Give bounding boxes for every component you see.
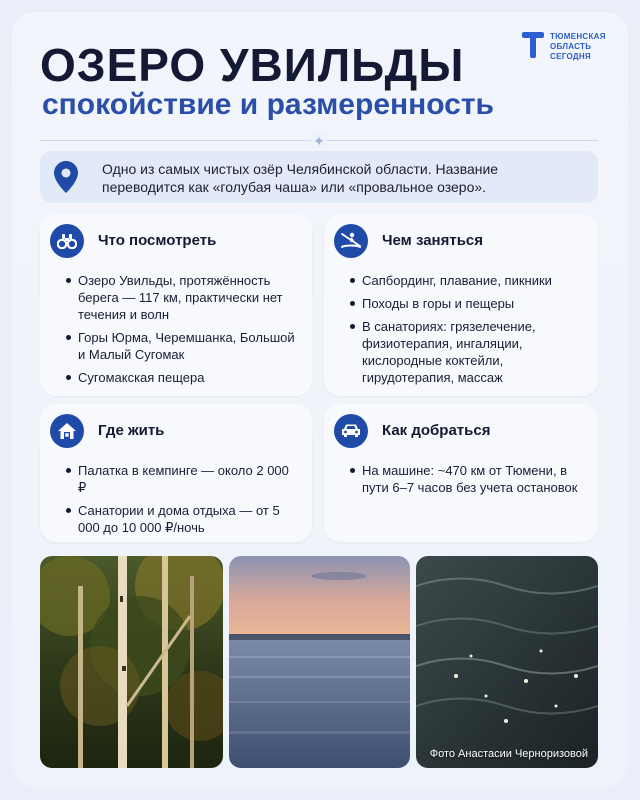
- section-do: [324, 214, 598, 396]
- list-item: На машине: ~470 км от Тюмени, в пути 6–7 часов без учета остановок: [362, 462, 586, 496]
- section-title: Что посмотреть: [98, 232, 217, 249]
- logo-t-icon: [522, 32, 544, 58]
- section-list: [78, 272, 300, 392]
- section-title: Чем заняться: [382, 232, 484, 249]
- photo-credit: Фото Анастасии Черноризовой: [429, 748, 588, 760]
- publisher-logo: [522, 32, 606, 62]
- section-stay: [40, 404, 312, 542]
- intro-text: Одно из самых чистых озёр Челябинской области. Название переводится как «голубая чаша» или «провальное озеро».: [102, 161, 499, 195]
- list-item: В санаториях: грязелечение, физиотерапия, ингаляции, кислородные коктейли, гирудотерапия, массаж: [362, 318, 586, 386]
- section-list: [362, 462, 586, 502]
- list-item: Сапбординг, плавание, пикники: [362, 272, 586, 289]
- list-item: Походы в горы и пещеры: [362, 295, 586, 312]
- page-title: ОЗЕРО УВИЛЬДЫ: [40, 39, 465, 91]
- section-list: [78, 462, 300, 542]
- list-item: Горы Юрма, Черемшанка, Большой и Малый Сугомак: [78, 329, 300, 363]
- page-subtitle: спокойствие и размеренность: [42, 88, 494, 121]
- section-get: [324, 404, 598, 542]
- house-icon: [50, 414, 84, 448]
- section-see: [40, 214, 312, 396]
- list-item: Озеро Увильды, протяжённость берега — 117 км, практически нет течения и волн: [78, 272, 300, 323]
- section-list: [362, 272, 586, 392]
- kayak-icon: [334, 224, 368, 258]
- list-item: Сугомакская пещера: [78, 369, 300, 386]
- list-item: Санатории и дома отдыха — от 5 000 до 10 000 ₽/ночь: [78, 502, 300, 536]
- photo-strip: [40, 556, 598, 768]
- intro-box: [40, 151, 598, 203]
- photo-water-ripples: [416, 556, 598, 768]
- photo-lake-sunset: [229, 556, 410, 768]
- section-title: Как добраться: [382, 422, 491, 439]
- logo-line: ТЮМЕНСКАЯ: [550, 32, 606, 41]
- logo-line: СЕГОДНЯ: [550, 52, 591, 61]
- list-item: Палатка в кемпинге — около 2 000 ₽: [78, 462, 300, 496]
- map-pin-icon: [54, 161, 78, 193]
- logo-line: ОБЛАСТЬ: [550, 42, 592, 51]
- photo-birch-forest: [40, 556, 223, 768]
- sparkle-icon: ✦: [311, 133, 327, 149]
- binoculars-icon: [50, 224, 84, 258]
- section-title: Где жить: [98, 422, 165, 439]
- car-icon: [334, 414, 368, 448]
